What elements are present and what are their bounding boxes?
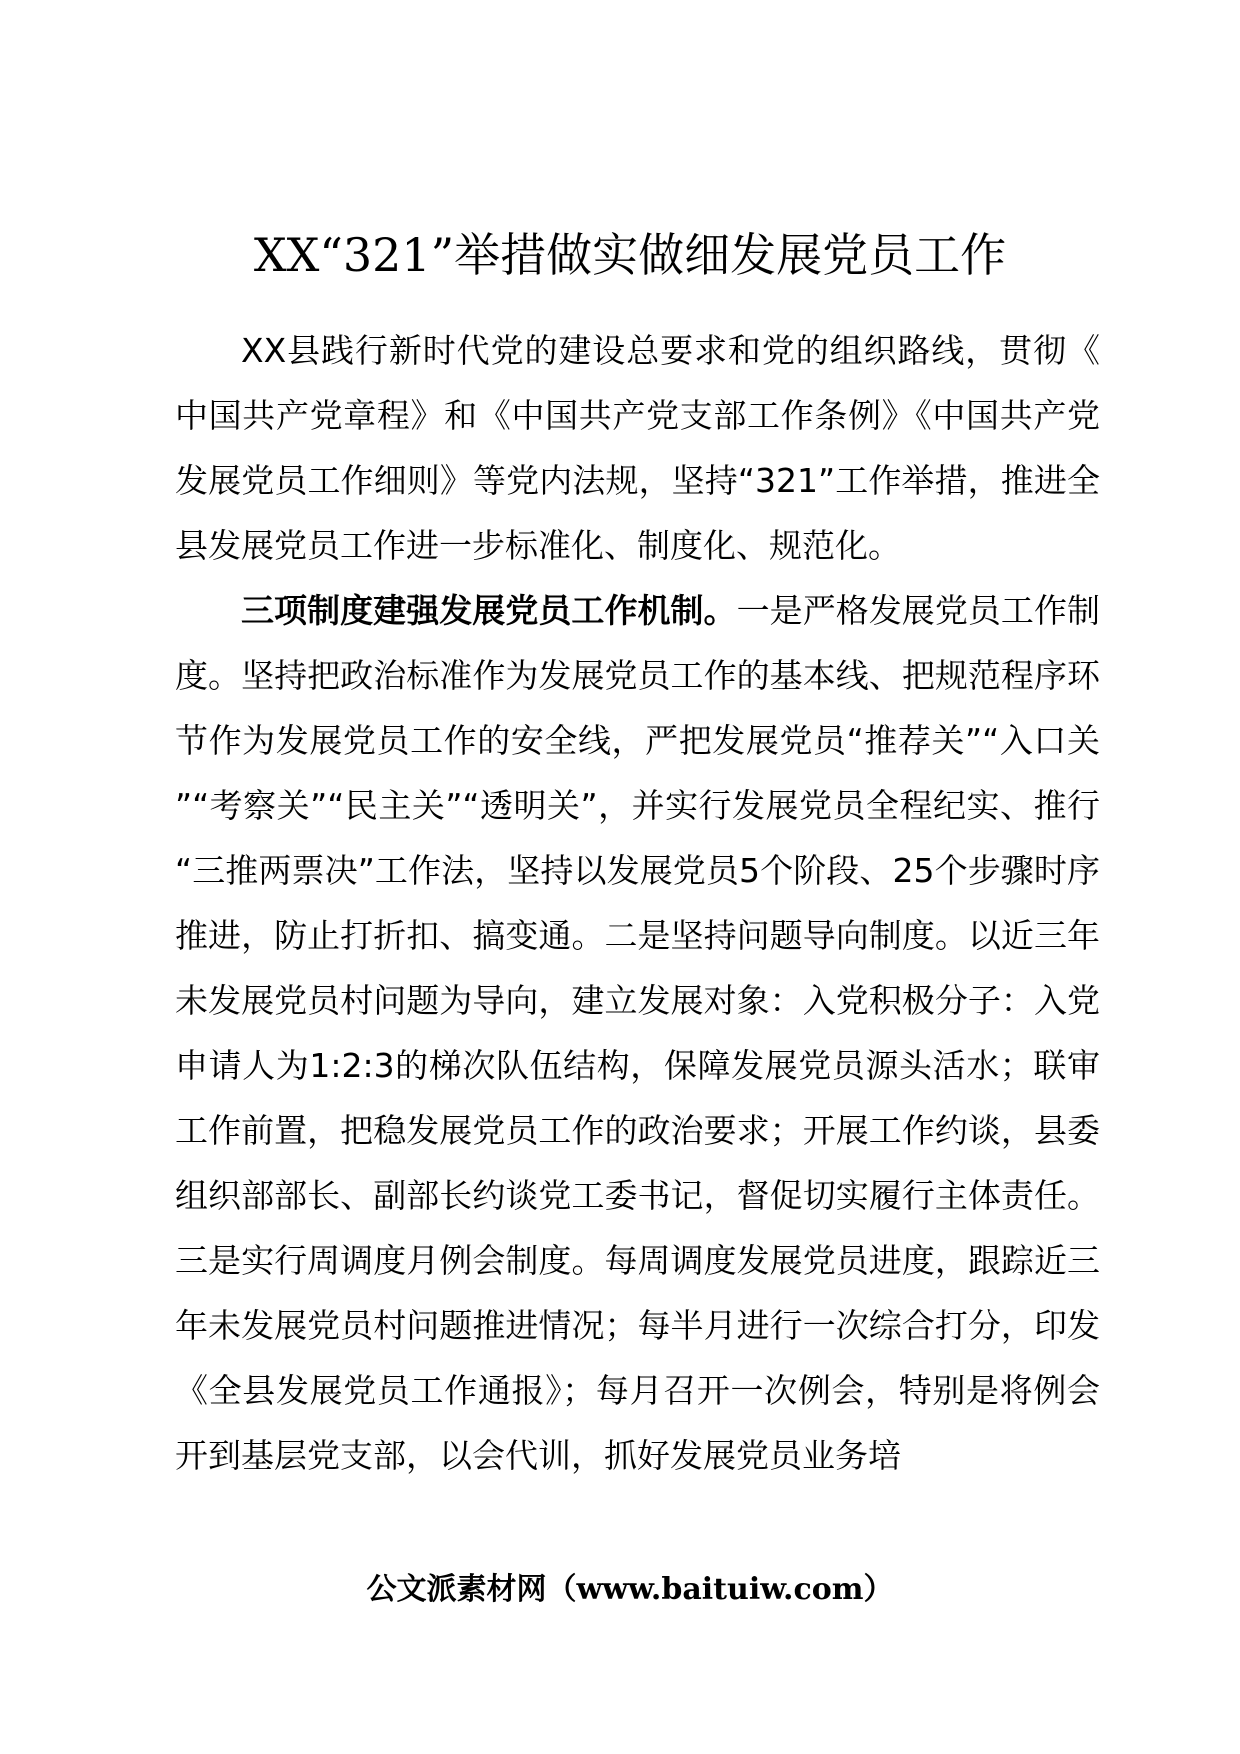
paragraph-three-systems (175, 578, 1100, 1488)
paragraph-three-systems-text: 一是严格发展党员工作制度。坚持把政治标准作为发展党员工作的基本线、把规范程序环节作为发展党员工作的安全线，严把发展党员“推荐关”“入口关”“考察关”“民主关”“透明关”，并实行发展党员全程纪实、推行“三推两票决”工作法，坚持以发展党员5个阶段、25个步骤时序推进，防止打折扣、搞变通。二是坚持问题导向制度。以近三年未发展党员村问题为导向，建立发展对象：入党积极分子：入党申请人为1:2:3的梯次队伍结构，保障发展党员源头活水；联审工作前置，把稳发展党员工作的政治要求；开展工作约谈，县委组织部部长、副部长约谈党工委书记，督促切实履行主体责任。三是实行周调度月例会制度。每周调度发展党员进度，跟踪近三年未发展党员村问题推进情况；每半月进行一次综合打分，印发《全县发展党员工作通报》；每月召开一次例会，特别是将例会开到基层党支部，以会代训，抓好发展党员业务培 (175, 591, 1101, 1475)
paragraph-intro-text: XX县践行新时代党的建设总要求和党的组织路线，贯彻《中国共产党章程》和《中国共产党支部工作条例》《中国共产党发展党员工作细则》等党内法规，坚持“321”工作举措，推进全县发展党员工作进一步标准化、制度化、规范化。 (175, 331, 1100, 565)
paragraph-intro (175, 318, 1100, 578)
paragraph-heading: 三项制度建强发展党员工作机制。 (241, 591, 737, 630)
watermark-footer: 公文派素材网（www.baituiw.com） (366, 1572, 894, 1607)
document-title: XX“321”举措做实做细发展党员工作 (253, 228, 1007, 282)
document-body (175, 318, 1100, 1488)
